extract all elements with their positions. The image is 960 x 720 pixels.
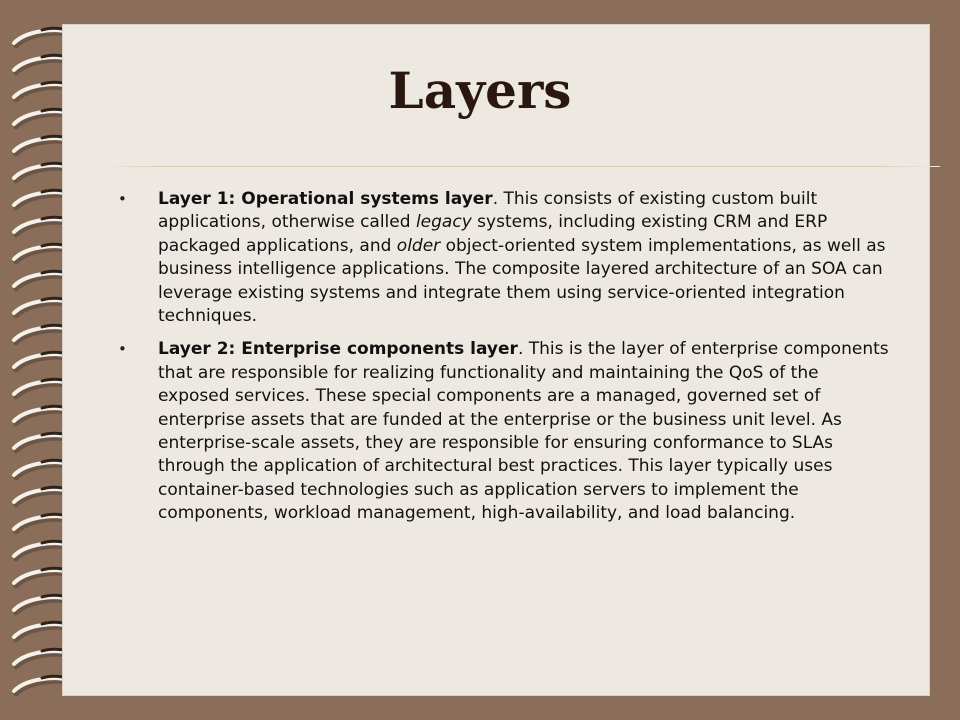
binding-ring <box>14 460 62 478</box>
bullet-text: . This consists of existing custom built applications, otherwise called <box>158 189 818 233</box>
title-divider <box>98 166 940 167</box>
bullet-item-layer-1 <box>118 188 890 328</box>
bullet-item-layer-2 <box>118 338 890 525</box>
binding-ring <box>14 271 62 289</box>
binding-ring <box>14 244 62 262</box>
binding-ring <box>14 325 62 343</box>
bullet-dot-icon: • <box>118 190 127 208</box>
binding-ring <box>14 676 62 694</box>
binding-ring <box>14 352 62 370</box>
bullet-emphasis: older <box>396 235 441 256</box>
bullet-text: . This is the layer of enterprise components that are responsible for realizing functionality and maintaining the QoS of the exposed services. These special components are a managed, governed set of enterprise assets that are funded at the enterprise or the business unit level. As enterprise-scale assets, they are responsible for ensuring conformance to SLAs through the application of architectural best practices. This layer typically uses container-based technologies such as application servers to implement the components, workload management, high-availability, and load balancing. <box>158 339 889 524</box>
binding-ring <box>14 406 62 424</box>
binding-ring <box>14 136 62 154</box>
binding-ring <box>14 433 62 451</box>
binding-ring <box>14 217 62 235</box>
binding-ring <box>14 298 62 316</box>
binding-ring <box>14 541 62 559</box>
binding-ring <box>14 379 62 397</box>
binding-ring <box>14 595 62 613</box>
binding-ring <box>14 514 62 532</box>
bullet-lead: Layer 1: Operational systems layer <box>158 189 493 209</box>
bullet-list <box>118 188 890 536</box>
bullet-text: systems, including existing CRM and ERP packaged applications, and <box>158 212 828 256</box>
binding-ring <box>14 190 62 208</box>
bullet-text: object-oriented system implementations, as well as business intelligence applications. The composite layered architecture of an SOA can leverage existing systems and integrate them using service-oriented integration techniques. <box>158 235 886 327</box>
binding-ring <box>14 622 62 640</box>
binding-ring <box>14 487 62 505</box>
binding-ring <box>14 568 62 586</box>
bullet-dot-icon: • <box>118 340 127 359</box>
bullet-lead: Layer 2: Enterprise components layer <box>158 339 518 360</box>
binding-ring <box>14 28 62 46</box>
slide-title: Layers <box>388 61 572 120</box>
bullet-emphasis: legacy <box>415 212 472 233</box>
binding-ring <box>14 163 62 181</box>
binding-ring <box>14 649 62 667</box>
